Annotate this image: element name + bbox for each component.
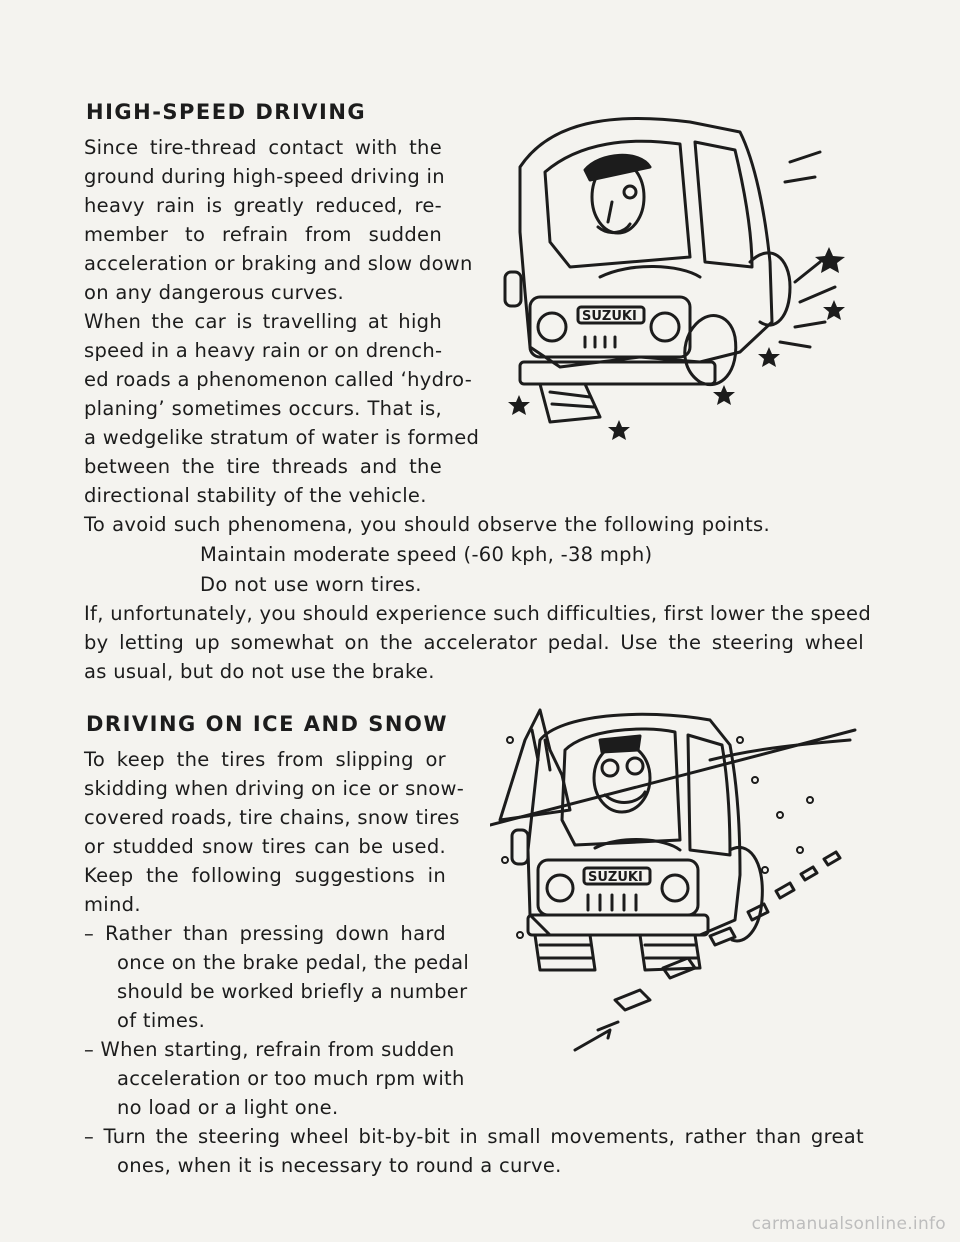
- s2-line: Keep the following suggestions in: [84, 864, 446, 887]
- s1-line: When the car is travelling at high: [84, 310, 442, 333]
- s1-line: To avoid such phenomena, you should observe the following points.: [84, 513, 770, 536]
- s2-line: once on the brake pedal, the pedal: [117, 951, 470, 974]
- s2-line: acceleration or too much rpm with: [117, 1067, 465, 1090]
- s2-line: of times.: [117, 1009, 206, 1032]
- section-heading-ice-snow: DRIVING ON ICE AND SNOW: [86, 712, 449, 736]
- s1-line: Since tire-thread contact with the: [84, 136, 442, 159]
- s1-line: acceleration or braking and slow down: [84, 252, 473, 275]
- s2-line: To keep the tires from slipping or: [84, 748, 446, 771]
- s1-line: If, unfortunately, you should experience such difficulties, first lower the speed: [84, 602, 872, 625]
- s1-line: between the tire threads and the: [84, 455, 442, 478]
- s1-line: Do not use worn tires.: [200, 573, 422, 596]
- s1-line: by letting up somewhat on the accelerator pedal. Use the steering wheel: [84, 631, 864, 654]
- s2-line: – Rather than pressing down hard: [84, 922, 446, 945]
- s1-line: as usual, but do not use the brake.: [84, 660, 435, 683]
- s1-line: member to refrain from sudden: [84, 223, 442, 246]
- s1-line: directional stability of the vehicle.: [84, 484, 427, 507]
- snow-car-illustration: [490, 700, 870, 1070]
- s2-line: – When starting, refrain from sudden: [84, 1038, 455, 1061]
- s1-line: planing’ sometimes occurs. That is,: [84, 397, 442, 420]
- s1-line: ground during high-speed driving in: [84, 165, 445, 188]
- s1-line: a wedgelike stratum of water is formed: [84, 426, 480, 449]
- s2-line: covered roads, tire chains, snow tires: [84, 806, 460, 829]
- hydroplaning-car-illustration: [490, 92, 860, 452]
- s2-line: ones, when it is necessary to round a curve.: [117, 1154, 562, 1177]
- s2-line: no load or a light one.: [117, 1096, 339, 1119]
- s1-line: ed roads a phenomenon called ‘hydro-: [84, 368, 473, 391]
- watermark: carmanualsonline.info: [751, 1214, 946, 1234]
- s1-line: on any dangerous curves.: [84, 281, 345, 304]
- s2-line: mind.: [84, 893, 141, 916]
- s2-line: should be worked briefly a number: [117, 980, 468, 1003]
- s2-line: skidding when driving on ice or snow-: [84, 777, 465, 800]
- s1-line: Maintain moderate speed (-60 kph, -38 mph): [200, 543, 653, 566]
- s1-line: heavy rain is greatly reduced, re-: [84, 194, 442, 217]
- s2-line: or studded snow tires can be used.: [84, 835, 446, 858]
- s2-line: – Turn the steering wheel bit-by-bit in small movements, rather than great: [84, 1125, 864, 1148]
- badge-text-1: SUZUKI: [582, 309, 637, 324]
- section-heading-high-speed: HIGH-SPEED DRIVING: [86, 100, 367, 124]
- s1-line: speed in a heavy rain or on drench-: [84, 339, 443, 362]
- badge-text-2: SUZUKI: [588, 870, 643, 885]
